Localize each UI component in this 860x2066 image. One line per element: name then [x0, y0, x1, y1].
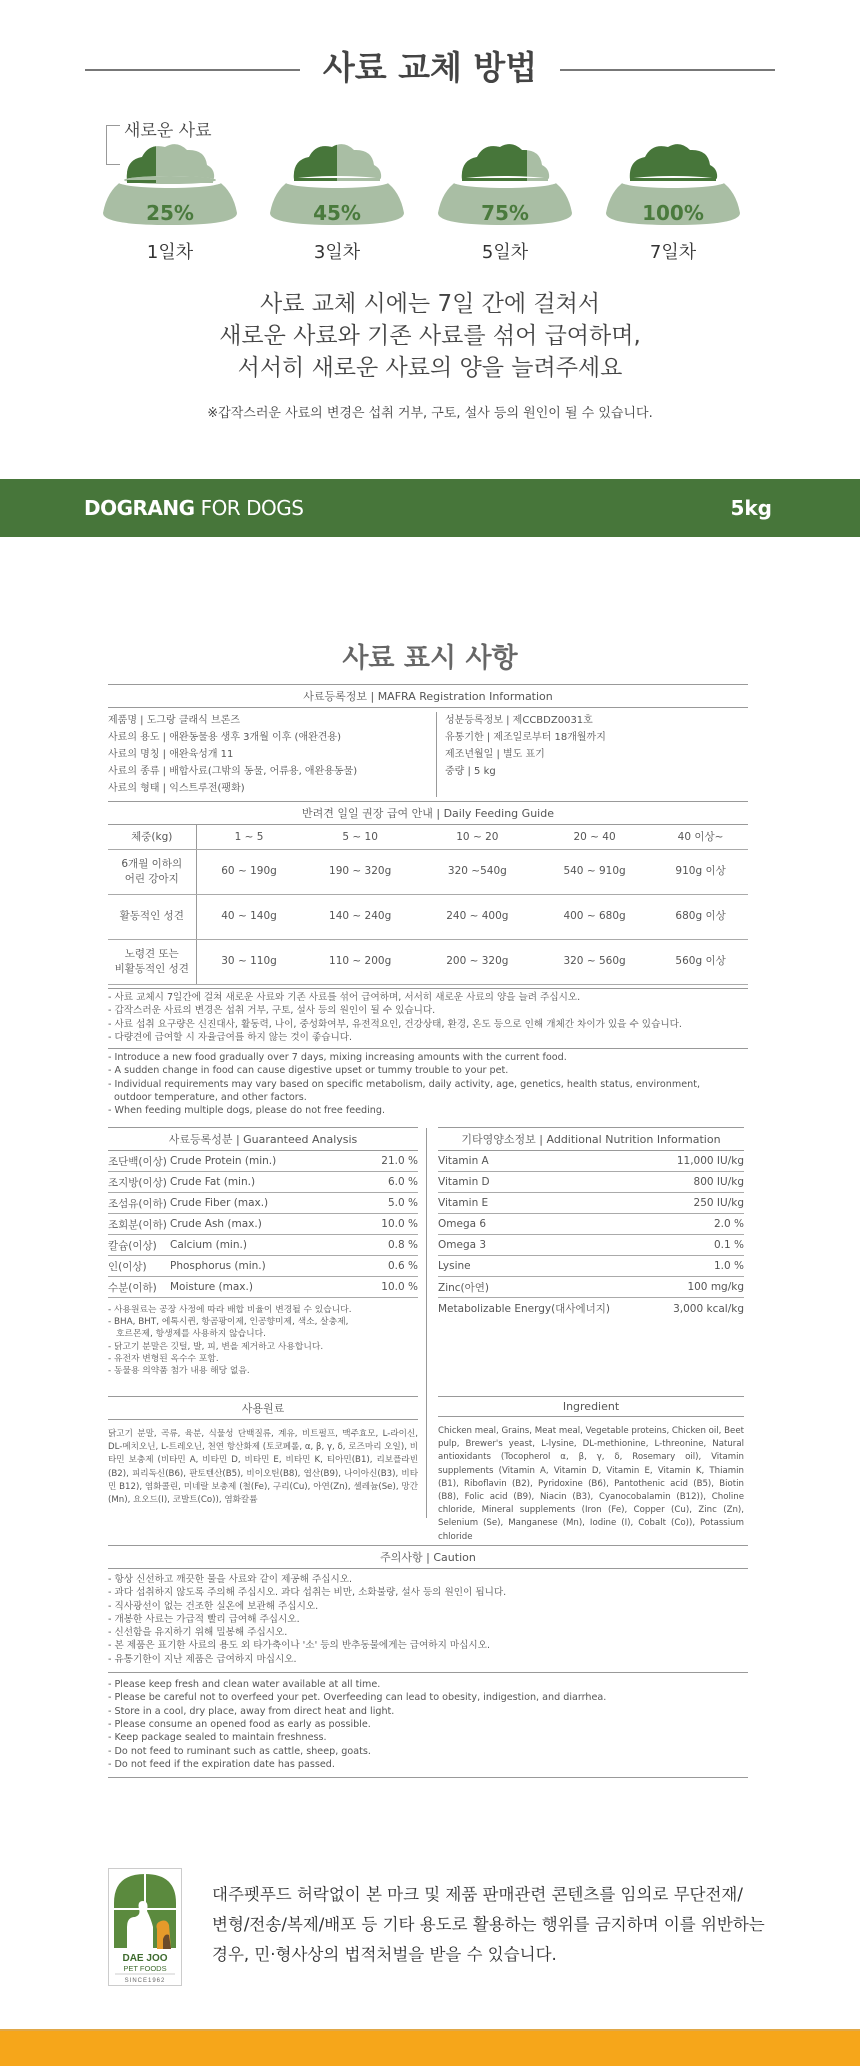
- caution-item: - 항상 신선하고 깨끗한 물을 사료와 같이 제공해 주십시오.: [108, 1574, 353, 1585]
- bowl-day5: [432, 135, 578, 265]
- en-label: Phosphorus (min.): [170, 1260, 266, 1272]
- value: 10.0 %: [381, 1218, 418, 1230]
- copyright-line: 경우, 민·형사상의 법적처벌을 받을 수 있습니다.: [212, 1945, 557, 1964]
- caution-item: - 유통기한이 지난 제품은 급여하지 마십시오.: [108, 1653, 297, 1665]
- ko-label: 조지방(이상): [108, 1176, 167, 1189]
- new-food-label: 새로운 사료: [124, 121, 212, 141]
- caution-item: - Do not feed if the expiration date has passed.: [108, 1758, 335, 1770]
- caution-item: - Please keep fresh and clean water available at all time.: [108, 1679, 381, 1691]
- caution-section: [108, 1545, 748, 1778]
- note-item: - 갑작스러운 사료의 변경은 섭취 거부, 구토, 설사 등의 원인이 될 수 있습니다.: [108, 1005, 436, 1017]
- percent-label: 25%: [146, 201, 194, 225]
- caution-item: - 신선함을 유지하기 위해 밀봉해 주십시오.: [108, 1627, 288, 1639]
- caution-item: - Store in a cool, dry place, away from direct heat and light.: [108, 1705, 395, 1717]
- bowl-day7: [600, 135, 746, 265]
- column-header: 체중(kg): [108, 825, 196, 849]
- feeding-notes-en: [108, 1048, 748, 1117]
- nutrient-name: Metabolizable Energy(대사에너지): [438, 1303, 610, 1315]
- note-item: - Individual requirements may vary based on specific metabolism, daily activity, age, genetics, health status, environment,: [108, 1078, 701, 1090]
- additional-header: 기타영양소정보 | Additional Nutrition Information: [438, 1127, 744, 1151]
- message-line: 서서히 새로운 사료의 양을 늘려주세요: [237, 355, 623, 381]
- column-header: 5 ~ 10: [302, 825, 419, 849]
- day-label: 3일차: [313, 242, 361, 263]
- ko-label: 조회분(이하): [108, 1218, 167, 1231]
- reg-item: 사료의 명칭 | 애완육성개 11: [108, 749, 234, 760]
- feeding-notes-ko: [108, 988, 748, 1044]
- value: 6.0 %: [387, 1176, 418, 1188]
- ko-label: 조단백(이상): [108, 1155, 167, 1168]
- note-item: outdoor temperature, and other factors.: [114, 1091, 307, 1103]
- table-cell: 680g 이상: [653, 894, 748, 939]
- en-label: Moisture (max.): [170, 1281, 253, 1293]
- nutrition-row: [438, 1172, 744, 1193]
- reg-item: 사료의 용도 | 애완동물용 생후 3개월 이후 (애완견용): [108, 732, 341, 743]
- day-label: 7일차: [649, 242, 697, 263]
- logo-text: SINCE1962: [124, 1978, 166, 1984]
- column-header: 40 이상~: [653, 825, 748, 849]
- note-item: - Introduce a new food gradually over 7 days, mixing increasing amounts with the current food.: [108, 1052, 567, 1063]
- value: 250 IU/kg: [693, 1197, 744, 1209]
- change-note: ※갑작스러운 사료의 변경은 섭취 거부, 구토, 설사 등의 원인이 될 수 있습니다.: [207, 406, 653, 421]
- table-row: [108, 849, 748, 894]
- nutrition-row: [438, 1235, 744, 1256]
- caution-ko: [108, 1569, 748, 1666]
- note-item: - When feeding multiple dogs, please do not free feeding.: [108, 1105, 386, 1117]
- row-header: [108, 849, 196, 894]
- brand-sub: FOR DOGS: [200, 496, 304, 520]
- bowl-day3: [264, 135, 410, 265]
- feeding-guide: [108, 801, 748, 985]
- guaranteed-header: 사료등록성분 | Guaranteed Analysis: [108, 1127, 418, 1151]
- ko-label: 칼슘(이상): [108, 1239, 157, 1252]
- table-cell: 30 ~ 110g: [196, 939, 302, 984]
- table-cell: 320 ~540g: [419, 849, 536, 894]
- table-row: [108, 939, 748, 984]
- note-item: - 유전자 변형된 옥수수 포함.: [108, 1353, 219, 1364]
- table-cell: 540 ~ 910g: [536, 849, 653, 894]
- nutrient-name: Zinc(아연): [438, 1281, 490, 1294]
- feeding-header: 반려견 일일 권장 급여 안내 | Daily Feeding Guide: [108, 801, 748, 825]
- food-change-section: [0, 0, 860, 480]
- ingredients-ko-header: 사용원료: [108, 1396, 418, 1420]
- reg-item: 사료의 종류 | 배합사료(그밖의 동물, 어류용, 애완용동물): [108, 766, 358, 777]
- logo-text: DAE JOO: [122, 1953, 168, 1964]
- table-cell: 400 ~ 680g: [536, 894, 653, 939]
- ko-label: 조섬유(이하): [108, 1197, 167, 1210]
- value: 100 mg/kg: [687, 1281, 744, 1293]
- reg-item: 사료의 형태 | 익스트루전(팽화): [108, 783, 245, 794]
- reg-item: 유통기한 | 제조일로부터 18개월까지: [445, 732, 606, 743]
- caution-item: - Please be careful not to overfeed your pet. Overfeeding can lead to obesity, indigestion, and diarrhea.: [108, 1692, 607, 1704]
- nutrition-row: [438, 1151, 744, 1172]
- nutrition-row: [438, 1277, 744, 1298]
- ingredients-ko-body: 닭고기 분말, 곡류, 육분, 식물성 단백질류, 계유, 비트펄프, 맥주효모, L-라이신, DL-메치오닌, L-트레오닌, 천연 항산화제 (토코페롤, α, β, γ, δ, 로즈마리 오일), 비타민 보충제 (비타민 A, 비타민 D, 비타민 E, 비타민 K, 티아민(B1), 리보플라빈(B2), 피리독신(B6), 판토텐산(B5), 비이오틴(B8), 엽산(B9), 나이아신(B3), 비타민 B12), 염화콜린, 미네랄 보충제 (철(Fe), 구리(Cu), 아연(Zn), 셀레늄(Se), 망간(Mn), 요오드(I), 코발트(Co)), 염화칼륨: [108, 1429, 418, 1506]
- feeding-table: [108, 825, 748, 985]
- value: 1.0 %: [713, 1260, 744, 1272]
- guaranteed-analysis: [108, 1127, 418, 1298]
- analysis-row: [108, 1235, 418, 1256]
- percent-label: 100%: [642, 201, 704, 225]
- value: 0.1 %: [713, 1239, 744, 1251]
- ingredients-en-body: Chicken meal, Grains, Meat meal, Vegetable proteins, Chicken oil, Beet pulp, Brewer's yeast, L-lysine, DL-methionine, L-threonine, Natural antioxidants (Tocopherol α, β, γ, δ, Rosemary oil), Vitamin supplements (Vitamin A, Vitamin D, Vitamin E, Vitamin K, Thiamin (B1), Riboflavin (B2), Pyridoxine (B6), Pantothenic acid (B5), Biotin (B8), Folic acid (B9), Niacin (B3), Cyanocobalamin (B12)), Choline chloride, Mineral supplements (Iron (Fe), Copper (Cu), Zinc (Zn), Selenium (Se), Manganese (Mn), Iodine (I), Cobalt (Co)), Potassium chloride: [438, 1426, 744, 1542]
- copyright-line: 대주펫푸드 허락없이 본 마크 및 제품 판매관련 콘텐츠를 임의로 무단전재/: [212, 1885, 743, 1904]
- nutrition-row: [438, 1298, 744, 1319]
- row-header: [108, 939, 196, 984]
- row-label: 비활동적인 성견: [114, 962, 189, 975]
- note-item: - 사료 섭취 요구량은 신진대사, 활동력, 나이, 중성화여부, 유전적요인, 건강상태, 환경, 온도 등으로 인해 개체간 차이가 있을 수 있습니다.: [108, 1018, 682, 1030]
- reg-item: 제조년월일 | 별도 표기: [445, 749, 545, 760]
- registration-info: [108, 684, 748, 801]
- product-weight: 5kg: [730, 496, 772, 520]
- percent-label: 75%: [481, 201, 529, 225]
- table-cell: 40 ~ 140g: [196, 894, 302, 939]
- note-item: - 사료 교체시 7일간에 걸쳐 새로운 사료와 기존 사료를 섞어 급여하며, 서서히 새로운 사료의 양을 늘려 주십시오.: [108, 992, 581, 1003]
- table-cell: 190 ~ 320g: [302, 849, 419, 894]
- nutrition-row: [438, 1256, 744, 1277]
- caution-en: [108, 1672, 748, 1778]
- ko-label: 인(이상): [108, 1260, 147, 1273]
- row-label: 6개월 이하의: [121, 857, 183, 870]
- divider: [85, 69, 300, 71]
- bowl-day1: [97, 135, 243, 265]
- guaranteed-notes: [108, 1304, 418, 1377]
- caution-item: - 본 제품은 표기한 사료의 용도 외 타가축이나 '소' 등의 반추동물에게는 급여하지 마십시오.: [108, 1640, 491, 1652]
- row-label: 노령견 또는: [124, 947, 179, 960]
- en-label: Crude Ash (max.): [170, 1218, 262, 1230]
- table-cell: 320 ~ 560g: [536, 939, 653, 984]
- en-label: Crude Fat (min.): [170, 1176, 256, 1188]
- brand-bold: DOGRANG: [84, 496, 195, 520]
- row-label: 어린 강아지: [124, 872, 179, 885]
- table-cell: 240 ~ 400g: [419, 894, 536, 939]
- table-cell: 560g 이상: [653, 939, 748, 984]
- row-header: [108, 894, 196, 939]
- day-label: 1일차: [146, 242, 194, 263]
- message-line: 사료 교체 시에는 7일 간에 걸쳐서: [259, 291, 601, 317]
- day-label: 5일차: [481, 242, 529, 263]
- value: 0.8 %: [387, 1239, 418, 1251]
- copyright-line: 변형/전송/복제/배포 등 기타 용도로 활용하는 행위를 금지하며 이를 위반하는: [212, 1915, 765, 1934]
- note-item: - A sudden change in food can cause digestive upset or tummy trouble to your pet.: [108, 1065, 509, 1077]
- analysis-row: [108, 1277, 418, 1298]
- divider: [560, 69, 775, 71]
- note-item: - 닭고기 분말은 깃털, 발, 피, 변을 제거하고 사용합니다.: [108, 1341, 324, 1352]
- caution-item: - Please consume an opened food as early as possible.: [108, 1718, 371, 1730]
- nutrient-name: Vitamin D: [438, 1176, 490, 1188]
- en-label: Crude Protein (min.): [170, 1155, 277, 1167]
- caution-header: 주의사항 | Caution: [108, 1545, 748, 1569]
- caution-item: - 과다 섭취하지 않도록 주의해 주십시오. 과다 섭취는 비만, 소화불량, 설사 등의 원인이 됩니다.: [108, 1587, 507, 1599]
- reg-item: 중량 | 5 kg: [445, 766, 496, 777]
- label-title: 사료 표시 사항: [342, 643, 518, 674]
- caution-item: - Do not feed to ruminant such as cattle, sheep, goats.: [108, 1745, 371, 1757]
- row-label: 활동적인 성견: [119, 910, 184, 922]
- table-header-row: [108, 825, 748, 849]
- reg-item: 성분등록정보 | 제CCBDZ0031호: [445, 715, 593, 726]
- table-cell: 110 ~ 200g: [302, 939, 419, 984]
- analysis-row: [108, 1256, 418, 1277]
- value: 800 IU/kg: [693, 1176, 744, 1188]
- value: 10.0 %: [381, 1281, 418, 1293]
- registration-left: [108, 712, 436, 797]
- section-title-row: [0, 42, 860, 92]
- note-item: - BHA, BHT, 에톡시퀸, 항곰팡이제, 인공향미제, 색소, 살충제,: [108, 1317, 349, 1328]
- table-cell: 910g 이상: [653, 849, 748, 894]
- analysis-row: [108, 1193, 418, 1214]
- nutrient-name: Lysine: [438, 1260, 471, 1272]
- footer-bar: [0, 2029, 860, 2066]
- nutrient-name: Omega 3: [438, 1239, 487, 1251]
- nutrient-name: Vitamin E: [438, 1197, 489, 1209]
- message-line: 새로운 사료와 기존 사료를 섞어 급여하며,: [219, 323, 641, 349]
- reg-item: 제품명 | 도그랑 클래식 브론즈: [108, 715, 241, 726]
- caution-item: - Keep package sealed to maintain freshness.: [108, 1732, 327, 1744]
- ingredients-en-header: Ingredient: [438, 1396, 744, 1417]
- table-row: [108, 894, 748, 939]
- ko-label: 수분(이하): [108, 1281, 157, 1294]
- note-item: 호르몬제, 항생제를 사용하지 않습니다.: [116, 1329, 266, 1340]
- value: 21.0 %: [381, 1155, 418, 1167]
- note-item: - 동물용 의약품 첨가 내용 해당 없음.: [108, 1366, 250, 1377]
- caution-item: - 개봉한 사료는 가급적 빨리 급여해 주십시오.: [108, 1613, 300, 1625]
- column-header: 20 ~ 40: [536, 825, 653, 849]
- analysis-row: [108, 1172, 418, 1193]
- analysis-row: [108, 1214, 418, 1235]
- change-message: [0, 288, 860, 384]
- logo-text: PET FOODS: [123, 1964, 167, 1973]
- nutrition-row: [438, 1193, 744, 1214]
- brand-name: [84, 496, 303, 520]
- value: 3,000 kcal/kg: [673, 1302, 744, 1315]
- additional-nutrition: [438, 1127, 744, 1319]
- ingredients-ko: [108, 1396, 418, 1507]
- en-label: Calcium (min.): [170, 1239, 247, 1251]
- column-divider: [426, 1128, 427, 1518]
- nutrient-name: Omega 6: [438, 1218, 487, 1230]
- table-cell: 200 ~ 320g: [419, 939, 536, 984]
- table-cell: 140 ~ 240g: [302, 894, 419, 939]
- analysis-row: [108, 1151, 418, 1172]
- registration-header: 사료등록정보 | MAFRA Registration Information: [108, 684, 748, 708]
- copyright-notice: [212, 1880, 765, 1970]
- value: 0.6 %: [387, 1260, 418, 1272]
- nutrient-name: Vitamin A: [438, 1155, 489, 1167]
- note-item: - 사용원료는 공장 사정에 따라 배합 비율이 변경될 수 있습니다.: [108, 1305, 352, 1315]
- logo-icon: [109, 1869, 181, 1985]
- value: 5.0 %: [387, 1197, 418, 1209]
- ingredients-en: [438, 1396, 744, 1544]
- daejoo-logo: [108, 1868, 182, 1986]
- value: 11,000 IU/kg: [676, 1155, 744, 1167]
- caution-item: - 직사광선이 없는 건조한 실온에 보관해 주십시오.: [108, 1600, 319, 1612]
- en-label: Crude Fiber (max.): [170, 1197, 269, 1209]
- percent-label: 45%: [313, 201, 361, 225]
- column-header: 1 ~ 5: [196, 825, 302, 849]
- value: 2.0 %: [713, 1218, 744, 1230]
- registration-right: [436, 712, 606, 797]
- note-item: - 다량견에 급여할 시 자율급여를 하지 않는 것이 좋습니다.: [108, 1031, 353, 1043]
- nutrition-row: [438, 1214, 744, 1235]
- brand-band: [0, 479, 860, 537]
- column-header: 10 ~ 20: [419, 825, 536, 849]
- page-title: 사료 교체 방법: [322, 48, 538, 87]
- table-cell: 60 ~ 190g: [196, 849, 302, 894]
